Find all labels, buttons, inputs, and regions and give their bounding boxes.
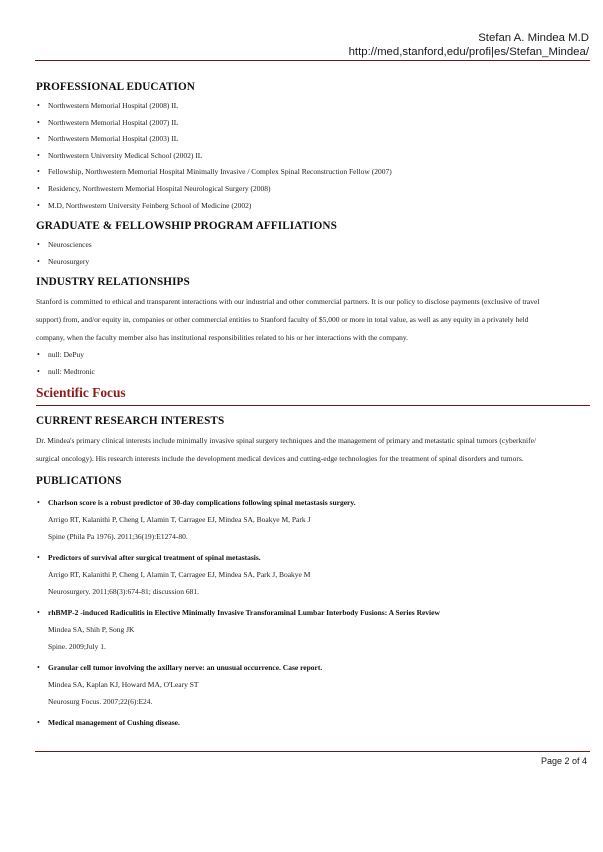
affiliations-section — [36, 219, 591, 270]
list-item — [36, 148, 591, 165]
publication-citation: Neurosurg Focus. 2007;22(6):E24. — [48, 697, 153, 706]
publication-item — [36, 494, 591, 546]
professional-education-section — [36, 80, 591, 214]
publications-section — [36, 474, 591, 731]
publication-authors: Arrigo RT, Kalanithi P, Cheng I, Alamin T, Carragee EJ, Mindea SA, Park J, Boakye M — [48, 569, 311, 579]
list-item-text: null: DePuy — [48, 350, 85, 360]
list-item-text: Neurosciences — [48, 240, 92, 250]
list-item — [36, 131, 591, 148]
list-item — [36, 98, 591, 115]
section-heading: CURRENT RESEARCH INTERESTS — [36, 415, 225, 428]
bullet-icon: • — [37, 256, 40, 266]
paragraph-line: surgical oncology). His research interests include the development medical devices and cutting-edge technologies for the treatment of spinal disorders and tumors. — [36, 453, 524, 463]
header-divider — [35, 60, 590, 61]
paragraph-line: company, when the faculty member also has institutional responsibilities related to his or her interactions with the company. — [36, 332, 409, 342]
publication-item — [36, 659, 591, 711]
publication-item — [36, 714, 591, 731]
publication-item — [36, 604, 591, 656]
section-heading: PROFESSIONAL EDUCATION — [36, 81, 195, 93]
list-item — [36, 347, 591, 364]
page-number: Page 2 of 4 — [540, 756, 587, 766]
bullet-icon: • — [37, 350, 40, 360]
paragraph-line: Dr. Mindea's primary clinical interests include minimally invasive spinal surgery techniques and the management of primary and metastatic spinal tumors (cyberknife/ — [36, 436, 537, 446]
publication-authors: Mindea SA, Shih P, Song JK — [48, 624, 135, 634]
list-item — [36, 237, 591, 254]
publication-citation: Spine. 2009;July 1. — [48, 642, 106, 651]
research-interests-section — [36, 414, 591, 467]
list-item-text: Northwestern Memorial Hospital (2003) IL — [48, 134, 179, 144]
page-header — [349, 31, 589, 59]
author-name: Stefan A. Mindea M.D — [478, 32, 589, 44]
bullet-icon: • — [37, 552, 40, 562]
affiliations-list — [36, 237, 591, 270]
document-content — [36, 80, 591, 734]
publication-title[interactable]: rhBMP-2 -induced Radiculitis in Elective Minimally Invasive Transforaminal Lumbar Interbody Fusions: A Series Review — [48, 607, 440, 617]
list-item-text: Northwestern Memorial Hospital (2007) IL — [48, 117, 179, 127]
list-item — [36, 115, 591, 132]
paragraph-line: Stanford is committed to ethical and transparent interactions with our industrial and other commercial partners. It is our policy to disclose payments (exclusive of travel — [36, 297, 540, 307]
list-item-text: Fellowship, Northwestern Memorial Hospital Minimally Invasive / Complex Spinal Reconstruction Fellow (2007) — [48, 167, 392, 177]
industry-list — [36, 347, 591, 380]
publication-title[interactable]: Granular cell tumor involving the axillary nerve: an unusual occurrence. Case report. — [48, 662, 323, 672]
industry-relationships-section — [36, 275, 591, 380]
industry-paragraph — [36, 293, 591, 346]
list-item — [36, 164, 591, 181]
publication-item — [36, 549, 591, 601]
publication-title[interactable]: Charlson score is a robust predictor of 30-day complications following spinal metastasis surgery. — [48, 497, 356, 507]
profile-url[interactable]: http://med,stanford,edu/profi|es/Stefan_Mindea/ — [348, 46, 589, 58]
bullet-icon: • — [37, 366, 40, 376]
education-list — [36, 98, 591, 214]
publication-title[interactable]: Medical management of Cushing disease. — [48, 717, 180, 727]
publication-title[interactable]: Predictors of survival after surgical treatment of spinal metastasis. — [48, 552, 261, 562]
bullet-icon: • — [37, 117, 40, 127]
section-heading: INDUSTRY RELATIONSHIPS — [36, 276, 190, 289]
list-item — [36, 254, 591, 271]
scientific-focus-heading: Scientific Focus — [36, 385, 590, 406]
list-item — [36, 181, 591, 198]
list-item-text: null: Medtronic — [48, 366, 95, 376]
bullet-icon: • — [37, 167, 40, 177]
list-item-text: Residency, Northwestern Memorial Hospital Neurological Surgery (2008) — [48, 183, 271, 193]
bullet-icon: • — [37, 607, 40, 617]
bullet-icon: • — [37, 150, 40, 160]
bullet-icon: • — [37, 717, 40, 727]
research-paragraph — [36, 432, 591, 467]
list-item — [36, 198, 591, 215]
list-item — [36, 364, 591, 381]
publication-citation: Neurosurgery. 2011;68(3):674-81; discussion 681. — [48, 587, 199, 596]
list-item-text: M.D, Northwestern University Feinberg School of Medicine (2002) — [48, 200, 252, 210]
list-item-text: Neurosurgery — [48, 256, 90, 266]
section-heading: PUBLICATIONS — [36, 474, 122, 487]
publication-citation: Spine (Phila Pa 1976). 2011;36(19):E1274-80. — [48, 532, 188, 541]
publication-authors: Arrigo RT, Kalanithi P, Cheng I, Alamin T, Carragee EJ, Mindea SA, Boakye M, Park J — [48, 514, 311, 524]
bullet-icon: • — [37, 183, 40, 193]
bullet-icon: • — [37, 101, 40, 110]
bullet-icon: • — [37, 240, 40, 250]
section-heading: GRADUATE & FELLOWSHIP PROGRAM AFFILIATIONS — [36, 220, 337, 233]
list-item-text: Northwestern Memorial Hospital (2008) IL — [48, 101, 179, 110]
list-item-text: Northwestern University Medical School (2002) IL — [48, 150, 203, 160]
footer-divider — [35, 751, 590, 752]
paragraph-line: support) from, and/or equity in, companies or other commercial entities to Stanford faculty of $5,000 or more in total value, as well as any equity in a privately held — [36, 314, 529, 324]
bullet-icon: • — [37, 662, 40, 672]
bullet-icon: • — [37, 200, 40, 210]
bullet-icon: • — [37, 134, 40, 144]
publication-authors: Mindea SA, Kaplan KJ, Howard MA, O'Leary ST — [48, 679, 199, 689]
bullet-icon: • — [37, 497, 40, 507]
